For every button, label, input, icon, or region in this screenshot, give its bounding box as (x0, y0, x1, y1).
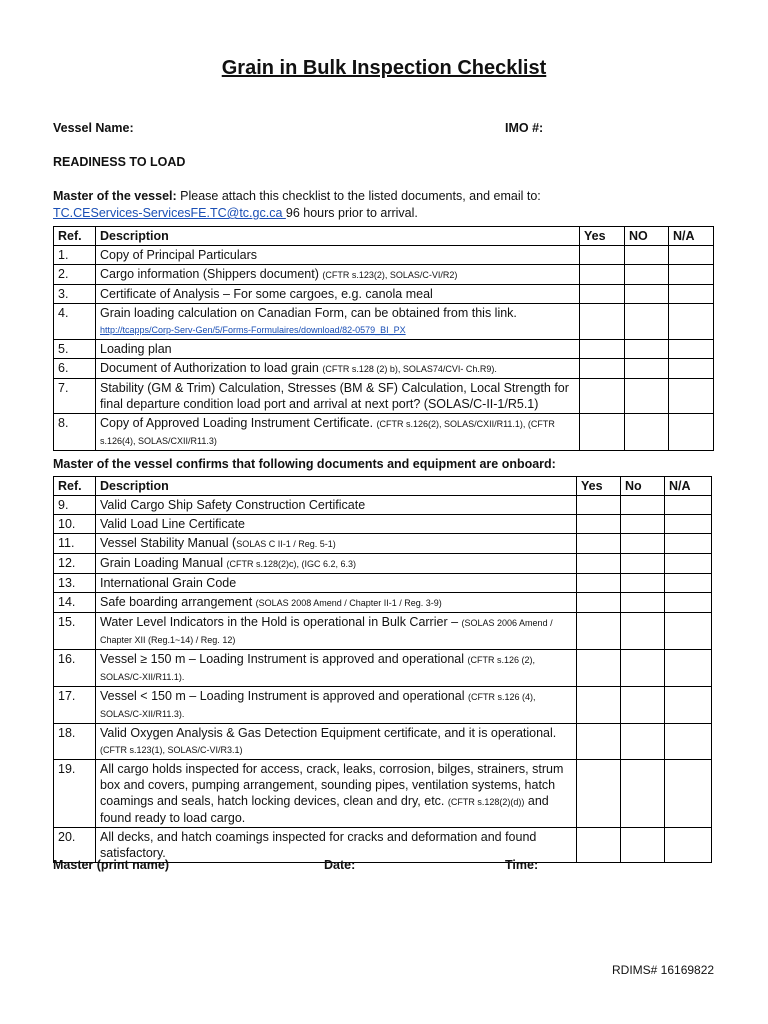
column-header: Ref. (54, 227, 96, 246)
yes-checkbox-cell[interactable] (577, 828, 621, 863)
ref-cell: 14. (54, 593, 96, 613)
column-header: Yes (580, 227, 625, 246)
yes-checkbox-cell[interactable] (580, 265, 625, 285)
description-cell (96, 574, 577, 593)
yes-checkbox-cell[interactable] (577, 554, 621, 574)
table-row (54, 554, 712, 574)
no-checkbox-cell[interactable] (621, 613, 665, 650)
intro-bold: Master of the vessel: (53, 189, 177, 203)
column-header: N/A (665, 477, 712, 496)
page-title: Grain in Bulk Inspection Checklist (221, 57, 547, 79)
description-text: Copy of Principal Particulars (100, 248, 258, 262)
description-cell (96, 246, 580, 265)
date-label: Date: (324, 858, 356, 872)
master-print-name-label: Master (print name) (53, 858, 169, 872)
ref-cell: 7. (54, 379, 96, 414)
description-text: Grain Loading Manual (100, 556, 227, 570)
description-text: Stability (GM & Trim) Calculation, Stresses (BM & SF) Calculation, Local Strength for final departure condition load port and arrival at next port? (SOLAS/C-II-1/R5.1) (100, 381, 569, 411)
regulation-reference: (CFTR s.128 (2) b), SOLAS74/CVI- Ch.R9). (322, 364, 497, 374)
table-row (54, 515, 712, 534)
description-cell (96, 760, 577, 828)
table-row (54, 340, 714, 359)
yes-checkbox-cell[interactable] (577, 534, 621, 554)
ref-cell: 17. (54, 687, 96, 724)
no-checkbox-cell[interactable] (625, 340, 669, 359)
yes-checkbox-cell[interactable] (580, 285, 625, 304)
yes-checkbox-cell[interactable] (577, 593, 621, 613)
description-cell (96, 650, 577, 687)
column-header: NO (625, 227, 669, 246)
ref-cell: 2. (54, 265, 96, 285)
ref-cell: 12. (54, 554, 96, 574)
table-row (54, 574, 712, 593)
regulation-reference: (CFTR s.126(2), SOLAS/CXII/R11.1), (CFTR s.126(4), SOLAS/CXII/R11.3) (100, 419, 555, 446)
na-checkbox-cell[interactable] (669, 340, 714, 359)
description-text: Vessel ≥ 150 m – Loading Instrument is approved and operational (100, 652, 468, 666)
na-checkbox-cell[interactable] (665, 760, 712, 828)
na-checkbox-cell[interactable] (665, 650, 712, 687)
table-row (54, 304, 714, 340)
no-checkbox-cell[interactable] (625, 246, 669, 265)
yes-checkbox-cell[interactable] (580, 379, 625, 414)
table-row (54, 650, 712, 687)
yes-checkbox-cell[interactable] (580, 414, 625, 451)
no-checkbox-cell[interactable] (621, 554, 665, 574)
description-cell (96, 687, 577, 724)
regulation-reference: SOLAS C II-1 / Reg. 5-1) (236, 539, 336, 549)
description-tail: and found ready to load cargo. (100, 794, 549, 825)
description-text: Certificate of Analysis – For some cargoes, e.g. canola meal (100, 287, 433, 301)
ref-cell: 13. (54, 574, 96, 593)
form-link[interactable]: http://tcapps/Corp-Serv-Gen/5/Forms-Formulaires/download/82-0579_BI_PX (100, 325, 406, 335)
yes-checkbox-cell[interactable] (577, 515, 621, 534)
no-checkbox-cell[interactable] (621, 760, 665, 828)
description-cell (96, 554, 577, 574)
regulation-reference: (CFTR s.126 (2), SOLAS/C-XII/R11.1). (100, 655, 536, 682)
rdims-number: RDIMS# 16169822 (612, 963, 715, 977)
intro-text: Please attach this checklist to the listed documents, and email to: (176, 189, 541, 203)
description-text: All decks, and hatch coamings inspected for cracks and deformation and found satisfactory. (100, 830, 537, 860)
intro-paragraph (53, 188, 733, 222)
column-header: Ref. (54, 477, 96, 496)
table-row (54, 760, 712, 828)
onboard-table (53, 476, 712, 863)
table-row (54, 379, 714, 414)
na-checkbox-cell[interactable] (665, 574, 712, 593)
ref-cell: 1. (54, 246, 96, 265)
description-text: Copy of Approved Loading Instrument Certificate. (100, 416, 377, 430)
ref-cell: 10. (54, 515, 96, 534)
regulation-reference: (SOLAS 2006 Amend / Chapter XII (Reg.1~14) / Reg. 12) (100, 618, 553, 645)
description-cell (96, 515, 577, 534)
description-text: Vessel Stability Manual ( (100, 536, 237, 550)
na-checkbox-cell[interactable] (665, 534, 712, 554)
description-text: Grain loading calculation on Canadian Form, can be obtained from this link. (100, 306, 517, 320)
table-row (54, 265, 714, 285)
table-row (54, 534, 712, 554)
no-checkbox-cell[interactable] (621, 724, 665, 760)
no-checkbox-cell[interactable] (621, 687, 665, 724)
na-checkbox-cell[interactable] (665, 613, 712, 650)
readiness-heading: READINESS TO LOAD (53, 155, 186, 169)
ref-cell: 4. (54, 304, 96, 340)
na-checkbox-cell[interactable] (665, 593, 712, 613)
table-row (54, 613, 712, 650)
yes-checkbox-cell[interactable] (577, 496, 621, 515)
na-checkbox-cell[interactable] (665, 828, 712, 863)
yes-checkbox-cell[interactable] (580, 304, 625, 340)
description-cell (96, 534, 577, 554)
no-checkbox-cell[interactable] (621, 515, 665, 534)
na-checkbox-cell[interactable] (665, 496, 712, 515)
no-checkbox-cell[interactable] (621, 496, 665, 515)
vessel-name-label: Vessel Name: (53, 121, 134, 135)
description-cell (96, 593, 577, 613)
column-header: N/A (669, 227, 714, 246)
email-link[interactable]: TC.CEServices-ServicesFE.TC@tc.gc.ca (53, 206, 286, 220)
regulation-reference: (CFTR s.123(2), SOLAS/C-VI/R2) (322, 270, 458, 280)
no-checkbox-cell[interactable] (625, 414, 669, 451)
yes-checkbox-cell[interactable] (577, 760, 621, 828)
yes-checkbox-cell[interactable] (580, 359, 625, 379)
yes-checkbox-cell[interactable] (577, 687, 621, 724)
ref-cell: 19. (54, 760, 96, 828)
na-checkbox-cell[interactable] (669, 285, 714, 304)
yes-checkbox-cell[interactable] (577, 613, 621, 650)
ref-cell: 3. (54, 285, 96, 304)
table-row (54, 687, 712, 724)
description-text: Document of Authorization to load grain (100, 361, 323, 375)
regulation-reference: (CFTR s.123(1), SOLAS/C-VI/R3.1) (100, 745, 243, 755)
yes-checkbox-cell[interactable] (577, 574, 621, 593)
column-header: Description (96, 227, 580, 246)
table-row (54, 724, 712, 760)
regulation-reference: (SOLAS 2008 Amend / Chapter II-1 / Reg. 3-9) (255, 598, 442, 608)
onboard-heading: Master of the vessel confirms that following documents and equipment are onboard: (53, 457, 556, 471)
no-checkbox-cell[interactable] (621, 534, 665, 554)
column-header: Description (96, 477, 577, 496)
table-row (54, 359, 714, 379)
na-checkbox-cell[interactable] (665, 724, 712, 760)
ref-cell: 9. (54, 496, 96, 515)
na-checkbox-cell[interactable] (665, 687, 712, 724)
ref-cell: 8. (54, 414, 96, 451)
table-row (54, 593, 712, 613)
no-checkbox-cell[interactable] (625, 285, 669, 304)
no-checkbox-cell[interactable] (621, 574, 665, 593)
description-text: Valid Load Line Certificate (100, 517, 245, 531)
yes-checkbox-cell[interactable] (580, 340, 625, 359)
description-cell (96, 359, 580, 379)
no-checkbox-cell[interactable] (625, 359, 669, 379)
ref-cell: 18. (54, 724, 96, 760)
ref-cell: 20. (54, 828, 96, 863)
description-text: Loading plan (100, 342, 172, 356)
readiness-table (53, 226, 714, 451)
description-text: Valid Oxygen Analysis & Gas Detection Equipment certificate, and it is operational. (100, 726, 557, 740)
yes-checkbox-cell[interactable] (577, 724, 621, 760)
ref-cell: 5. (54, 340, 96, 359)
na-checkbox-cell[interactable] (665, 554, 712, 574)
column-header: Yes (577, 477, 621, 496)
no-checkbox-cell[interactable] (621, 828, 665, 863)
regulation-reference: (CFTR s.128(2)(d)) (447, 797, 525, 807)
imo-label: IMO #: (505, 121, 544, 135)
description-cell (96, 265, 580, 285)
table-row (54, 285, 714, 304)
regulation-reference: (CFTR s.126 (4), SOLAS/C-XII/R11.3). (100, 692, 536, 719)
description-text: Cargo information (Shippers document) (100, 267, 323, 281)
description-text: Valid Cargo Ship Safety Construction Certificate (100, 498, 366, 512)
description-text: Water Level Indicators in the Hold is operational in Bulk Carrier – (100, 615, 462, 629)
description-text: International Grain Code (100, 576, 237, 590)
na-checkbox-cell[interactable] (669, 246, 714, 265)
na-checkbox-cell[interactable] (665, 515, 712, 534)
table-row (54, 246, 714, 265)
no-checkbox-cell[interactable] (621, 650, 665, 687)
description-cell (96, 285, 580, 304)
ref-cell: 15. (54, 613, 96, 650)
na-checkbox-cell[interactable] (669, 304, 714, 340)
description-cell (96, 340, 580, 359)
na-checkbox-cell[interactable] (669, 265, 714, 285)
description-cell (96, 414, 580, 451)
regulation-reference: (CFTR s.128(2)c), (IGC 6.2, 6.3) (226, 559, 357, 569)
description-cell (96, 724, 577, 760)
description-text: Safe boarding arrangement (100, 595, 256, 609)
ref-cell: 16. (54, 650, 96, 687)
yes-checkbox-cell[interactable] (577, 650, 621, 687)
description-cell (96, 613, 577, 650)
no-checkbox-cell[interactable] (621, 593, 665, 613)
description-cell (96, 379, 580, 414)
description-text: All cargo holds inspected for access, crack, leaks, corrosion, bilges, strainers, strum box and covers, pumping arrangement, sounding pipes, ventilation systems, hatch coamings and seals, hatch locking devices, clean and dry, etc. (100, 762, 564, 808)
table-row (54, 496, 712, 515)
no-checkbox-cell[interactable] (625, 265, 669, 285)
no-checkbox-cell[interactable] (625, 304, 669, 340)
intro-suffix: 96 hours prior to arrival. (285, 206, 418, 220)
na-checkbox-cell[interactable] (669, 359, 714, 379)
na-checkbox-cell[interactable] (669, 379, 714, 414)
yes-checkbox-cell[interactable] (580, 246, 625, 265)
column-header: No (621, 477, 665, 496)
description-cell (96, 304, 580, 340)
table-row (54, 414, 714, 451)
description-cell (96, 496, 577, 515)
ref-cell: 6. (54, 359, 96, 379)
na-checkbox-cell[interactable] (669, 414, 714, 451)
ref-cell: 11. (54, 534, 96, 554)
time-label: Time: (505, 858, 539, 872)
no-checkbox-cell[interactable] (625, 379, 669, 414)
description-text: Vessel < 150 m – Loading Instrument is approved and operational (100, 689, 468, 703)
